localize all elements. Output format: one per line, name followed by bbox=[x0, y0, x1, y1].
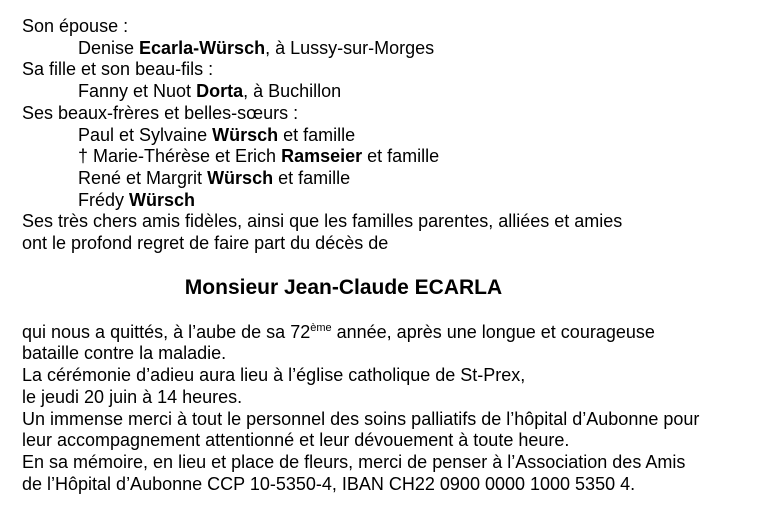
relation-label-spouse bbox=[22, 16, 779, 38]
text-segment: Fanny et Nuot bbox=[78, 81, 197, 102]
text-segment: et famille bbox=[362, 146, 440, 167]
text-segment: Un immense merci à tout le personnel des soins palliatifs de l’hôpital d’Aubonne pour bbox=[22, 408, 700, 429]
text-segment: et famille bbox=[278, 124, 356, 145]
surname-bold: Ecarla-Würsch bbox=[139, 37, 266, 58]
text-segment: Son épouse : bbox=[22, 16, 129, 36]
text-segment: † Marie-Thérèse et Erich bbox=[78, 146, 282, 167]
text-segment: et famille bbox=[273, 167, 351, 188]
donation-line bbox=[22, 474, 779, 496]
surname-bold: Dorta bbox=[196, 81, 244, 102]
ceremony-line bbox=[22, 387, 779, 409]
text-segment: bataille contre la maladie. bbox=[22, 343, 227, 364]
surname-bold: Ramseier bbox=[281, 146, 363, 167]
announcement-line bbox=[22, 211, 779, 233]
deceased-name-title bbox=[22, 275, 665, 300]
text-segment: de l’Hôpital d’Aubonne CCP 10-5350-4, IBAN CH22 0900 0000 1000 5350 4. bbox=[22, 473, 636, 494]
text-segment: René et Margrit bbox=[78, 167, 208, 188]
text-segment: , à Lussy-sur-Morges bbox=[265, 37, 435, 58]
ceremony-line bbox=[22, 365, 779, 387]
surname-bold: Würsch bbox=[207, 167, 274, 188]
text-segment: Paul et Sylvaine bbox=[78, 124, 213, 145]
relation-label-daughter bbox=[22, 59, 779, 81]
text-segment: Ses beaux-frères et belles-sœurs : bbox=[22, 102, 299, 123]
family-member-line bbox=[78, 168, 779, 190]
text-segment: , à Buchillon bbox=[243, 81, 342, 102]
family-member-line bbox=[78, 190, 779, 212]
text-segment: Denise bbox=[78, 37, 140, 58]
thanks-line bbox=[22, 430, 779, 452]
family-member-line bbox=[78, 146, 779, 168]
family-member-line bbox=[78, 38, 779, 60]
obituary-body bbox=[0, 16, 779, 495]
donation-line bbox=[22, 452, 779, 474]
surname-bold: Würsch bbox=[129, 189, 196, 210]
text-segment: le jeudi 20 juin à 14 heures. bbox=[22, 386, 243, 407]
death-details-line bbox=[22, 343, 779, 365]
text-segment: Ses très chers amis fidèles, ainsi que les familles parentes, alliées et amies bbox=[22, 211, 623, 232]
text-segment: Frédy bbox=[78, 189, 130, 210]
surname-bold: Würsch bbox=[212, 124, 279, 145]
text-segment: Monsieur Jean-Claude ECARLA bbox=[184, 275, 503, 299]
text-segment: année, après une longue et courageuse bbox=[331, 321, 655, 342]
family-member-line bbox=[78, 81, 779, 103]
text-segment: La cérémonie d’adieu aura lieu à l’église catholique de St-Prex, bbox=[22, 365, 526, 386]
thanks-line bbox=[22, 409, 779, 431]
superscript-ordinal: ème bbox=[310, 321, 332, 334]
text-segment: Sa fille et son beau-fils : bbox=[22, 59, 214, 80]
text-segment: ont le profond regret de faire part du décès de bbox=[22, 233, 389, 254]
text-segment: qui nous a quittés, à l’aube de sa 72 bbox=[22, 321, 311, 342]
text-segment: leur accompagnement attentionné et leur dévouement à toute heure. bbox=[22, 430, 570, 451]
text-segment: En sa mémoire, en lieu et place de fleurs, merci de penser à l’Association des Amis bbox=[22, 451, 686, 472]
death-details-line bbox=[22, 322, 779, 344]
announcement-line bbox=[22, 233, 779, 255]
family-member-line bbox=[78, 125, 779, 147]
relation-label-inlaws bbox=[22, 103, 779, 125]
